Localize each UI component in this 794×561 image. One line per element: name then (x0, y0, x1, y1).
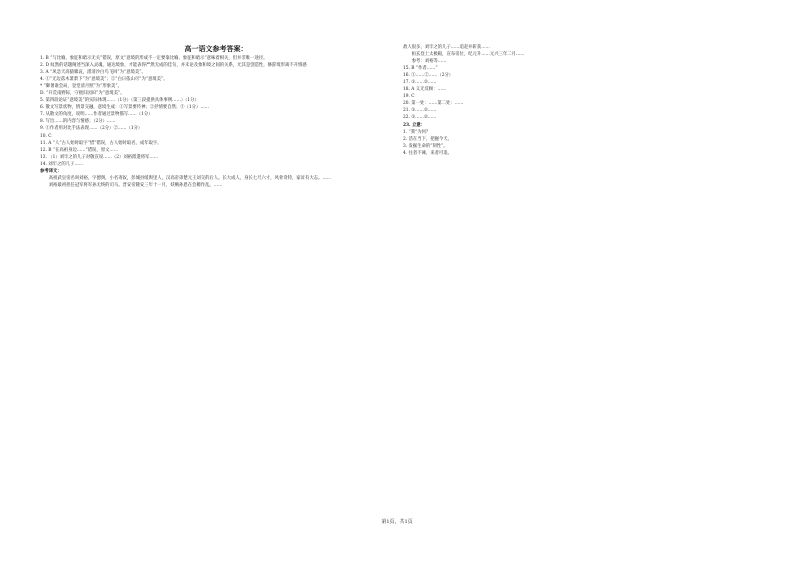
answer-paragraph: 23. 立意： (403, 122, 426, 128)
document-title: 高一语文参考答案： (184, 44, 248, 53)
answer-paragraph: 13. （1）刘牢之的儿子对敬宣说……（2）刘裕派遣将军…… (40, 154, 159, 160)
answer-paragraph: 18. A 义无反顾：…… (403, 87, 447, 93)
page-footer: 第1页，共1页 (381, 519, 413, 525)
answer-paragraph: 4. ①“无边落木萧萧下”为“意境美”；②“白日依山尽”为“意境美”。 (40, 77, 168, 83)
answer-paragraph: 8. 写出……的内容与情感；（2分）…… (40, 119, 116, 125)
answer-paragraph: 11. A “人”古人始时取字“惜”错误，古人始时取名，成年取字。 (40, 140, 162, 146)
answer-paragraph: 3. A “风急天高猿啸哀，渚清沙白鸟飞回”为“意境美”。 (40, 70, 146, 76)
right-column-body (403, 44, 757, 157)
left-column-body (40, 55, 392, 189)
answer-paragraph: 1. B “与比喻、象征和暗示无关”错误，原文“意境的形成不一定要靠比喻、象征和暗示”意味着相关，但并非唯一途径。 (40, 56, 268, 61)
answer-paragraph: 1. “我”为何？ (403, 129, 431, 135)
answer-paragraph: 高祖武皇帝名叫刘裕，字德舆，小名寄奴，彭城县绥舆里人，汉高帝弟楚元王刘交的后人。长大成人，身长七尺六寸，风骨奇特，家贫有大志。…… (48, 175, 332, 181)
answer-paragraph: 10. C (40, 133, 52, 139)
answer-paragraph: 参考：刘裕等…… (411, 59, 447, 65)
answer-paragraph: 6. 散文写景状物，情景交融，意境生成：①写景要传神；②抒情要自然；③（1分）…… (40, 105, 210, 111)
answer-paragraph: 16. ①……②……（2分） (403, 73, 454, 79)
answer-paragraph: * “御暑谁会局，登堂清月照”为“形象美”。 (40, 84, 122, 90)
answer-paragraph: 桓玄登上太极殿，宣布帝位，纪元升……元兴三年二月…… (411, 52, 525, 58)
left-column (40, 44, 392, 189)
answer-paragraph: 4. 往者不谏，来者可追。 (403, 150, 452, 156)
answer-paragraph: 21. ①……②…… (403, 108, 437, 114)
answer-paragraph: 9. ①作者用对比手法表现……（2分）②……（1分） (40, 126, 143, 132)
answer-paragraph: 12. B “在高祖身边……”错误，原文…… (40, 147, 119, 153)
answer-paragraph: 敌人很多，刘牢之的儿子……追赶并斩获…… (403, 45, 490, 50)
answer-paragraph: 20. 第一处：……第二处：…… (403, 101, 464, 107)
answer-paragraph: 17. ①……②…… (403, 80, 437, 86)
answer-paragraph: 22. ①……②…… (403, 115, 437, 121)
answer-paragraph: 2. D 纹然的话题阐述当深入灵魂，通达境象，才能表得严然无成的佳句，并未论及象和境之间的关系，尤其是创造性，修辞境形离不开情感 (40, 63, 307, 69)
answer-paragraph: D. “开荒南野际，守拙归园田”为“意境美”。 (40, 91, 125, 97)
answer-paragraph: 19. C (403, 94, 415, 100)
answer-paragraph: 7. 从散文的角度，说明……作者通过景物描写……（1分） (40, 112, 153, 118)
answer-paragraph: 3. 发掘生命的“韧性”。 (403, 143, 448, 149)
right-column (403, 44, 757, 157)
answer-paragraph: 14. 刘牢之的儿子…… (40, 161, 84, 167)
answer-paragraph: 5. 第四段论证“意境美”的实际体现……（1分）（第三段提供具体事例……）（1分） (40, 98, 199, 104)
answer-paragraph: 参考译文： (40, 168, 62, 174)
answer-paragraph: 刘裕最初担任冠军将军孙无终的司马。晋安帝隆安三年十一月，妖贼孙恩在会稽作乱，…… (48, 182, 223, 188)
answer-paragraph: 15. B “作者……” (403, 66, 438, 72)
answer-paragraph: 2. 活在当下，把握今天。 (403, 136, 452, 142)
